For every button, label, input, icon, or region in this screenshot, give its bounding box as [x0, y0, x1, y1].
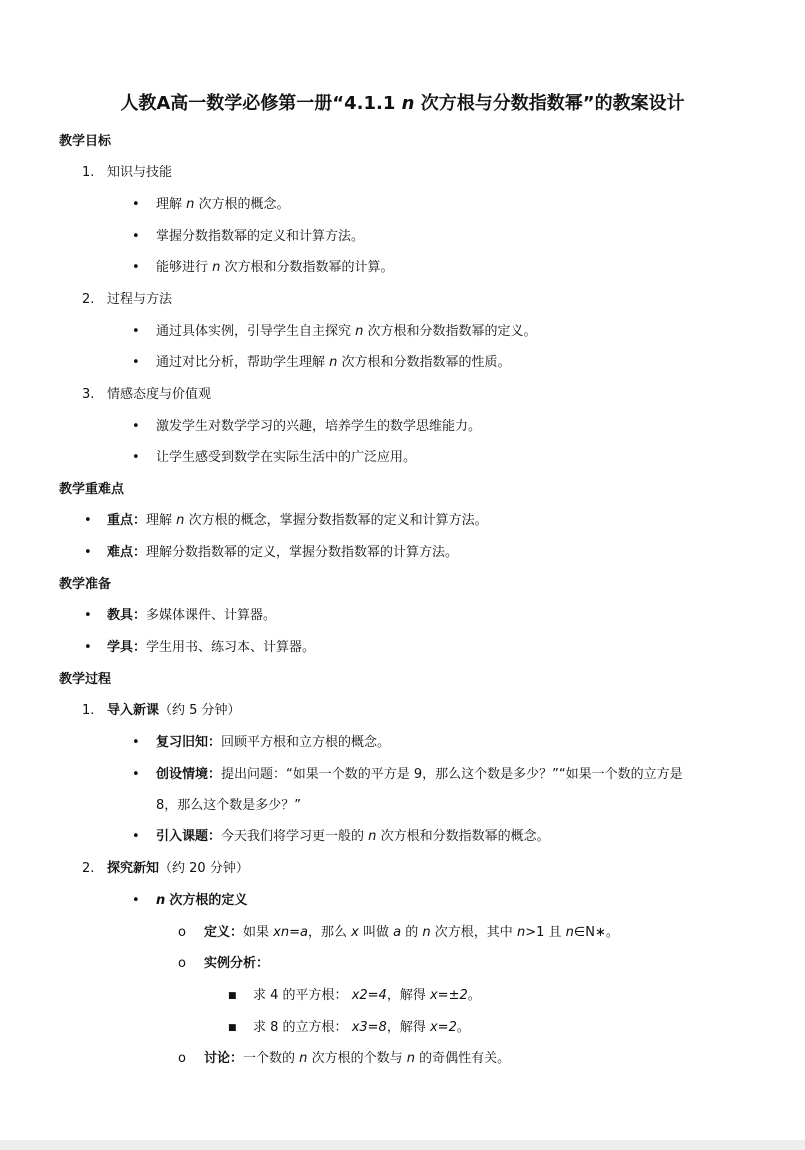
bullet: •	[132, 735, 140, 750]
list-item: 引入课题：今天我们将学习更一般的 n 次方根和分数指数幂的概念。	[156, 829, 550, 844]
examples-label: 实例分析：	[204, 956, 270, 971]
definition-item: 定义：如果 xn=a，那么 x 叫做 a 的 n 次方根，其中 n>1 且 n∈N∗。	[204, 925, 619, 940]
list-item: 让学生感受到数学在实际生活中的广泛应用。	[156, 450, 417, 465]
bullet: •	[132, 260, 140, 275]
list-item: 激发学生对数学学习的兴趣，培养学生的数学思维能力。	[156, 419, 482, 434]
bullet: •	[84, 545, 92, 560]
list-number: 1.	[82, 703, 95, 718]
bullet: •	[132, 229, 140, 244]
step-intro-label: 导入新课（约 5 分钟）	[107, 703, 241, 718]
list-item: 难点：理解分数指数幂的定义，掌握分数指数幂的计算方法。	[107, 545, 459, 560]
list-item-continuation: 8，那么这个数是多少？”	[156, 798, 302, 813]
list-number: 1.	[82, 165, 95, 180]
bullet: •	[132, 450, 140, 465]
list-item: 重点：理解 n 次方根的概念，掌握分数指数幂的定义和计算方法。	[107, 513, 488, 528]
bullet: •	[132, 324, 140, 339]
list-number: 2.	[82, 292, 95, 307]
bullet: •	[132, 355, 140, 370]
list-item: 通过具体实例，引导学生自主探究 n 次方根和分数指数幂的定义。	[156, 324, 537, 339]
square-bullet: ■	[228, 991, 237, 1001]
section-heading-preparation: 教学准备	[59, 577, 112, 592]
discussion-item: 讨论：一个数的 n 次方根的个数与 n 的奇偶性有关。	[204, 1051, 511, 1066]
goal-knowledge-label: 知识与技能	[107, 165, 173, 180]
example-item: 求 4 的平方根： x2=4，解得 x=±2。	[253, 988, 481, 1003]
list-item: 教具：多媒体课件、计算器。	[107, 608, 277, 623]
goal-process-label: 过程与方法	[107, 292, 173, 307]
circle-bullet: o	[178, 925, 186, 940]
list-number: 2.	[82, 861, 95, 876]
example-item: 求 8 的立方根： x3=8，解得 x=2。	[253, 1020, 470, 1035]
goal-attitude-label: 情感态度与价值观	[107, 387, 212, 402]
circle-bullet: o	[178, 956, 186, 971]
list-item: 能够进行 n 次方根和分数指数幂的计算。	[156, 260, 394, 275]
list-number: 3.	[82, 387, 95, 402]
section-heading-process: 教学过程	[59, 672, 112, 687]
bullet: •	[132, 767, 140, 782]
section-heading-key-points: 教学重难点	[59, 482, 125, 497]
step-explore-label: 探究新知（约 20 分钟）	[107, 861, 249, 876]
list-item: 复习旧知：回顾平方根和立方根的概念。	[156, 735, 391, 750]
document-title: 人教A高一数学必修第一册“4.1.1 n 次方根与分数指数幂”的教案设计	[120, 93, 685, 114]
bullet: •	[84, 608, 92, 623]
bullet: •	[132, 893, 140, 908]
list-item: 理解 n 次方根的概念。	[156, 197, 290, 212]
bullet: •	[84, 513, 92, 528]
subsection-title: n 次方根的定义	[156, 893, 248, 908]
bullet: •	[132, 829, 140, 844]
circle-bullet: o	[178, 1051, 186, 1066]
list-item: 学具：学生用书、练习本、计算器。	[107, 640, 316, 655]
list-item: 通过对比分析，帮助学生理解 n 次方根和分数指数幂的性质。	[156, 355, 511, 370]
bullet: •	[132, 197, 140, 212]
list-item: 创设情境：提出问题：“如果一个数的平方是 9，那么这个数是多少？”“如果一个数的立方是	[156, 767, 683, 782]
bullet: •	[84, 640, 92, 655]
bullet: •	[132, 419, 140, 434]
section-heading-goals: 教学目标	[59, 134, 112, 149]
list-item: 掌握分数指数幂的定义和计算方法。	[156, 229, 365, 244]
square-bullet: ■	[228, 1023, 237, 1033]
